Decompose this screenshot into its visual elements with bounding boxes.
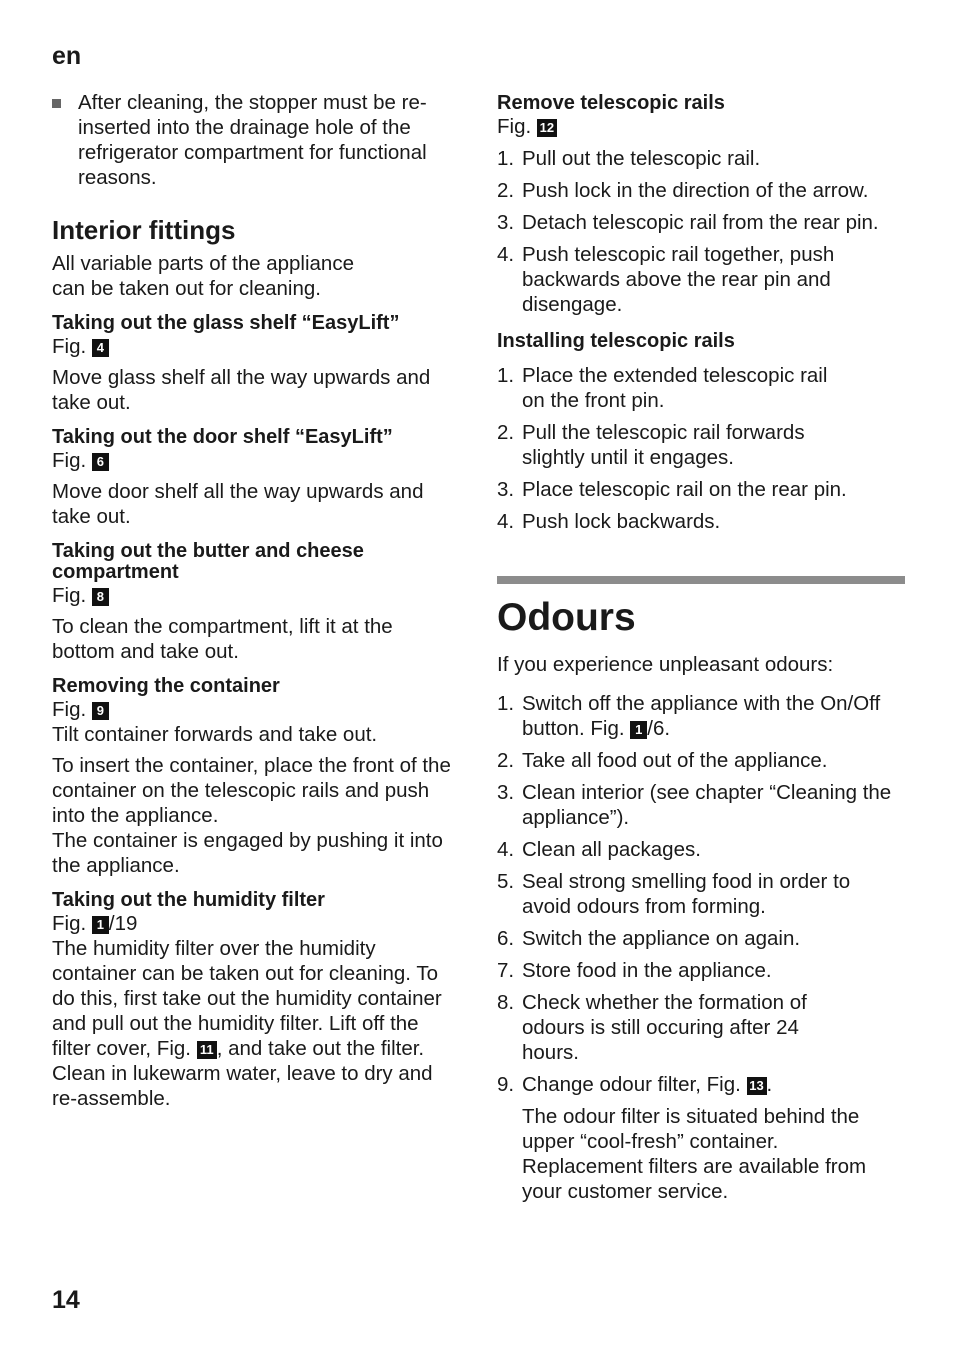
left-column	[52, 90, 462, 1111]
list-item: After cleaning, the stopper must be re-inserted into the drainage hole of the refrigerator compartment for functional reasons.	[52, 90, 468, 190]
right-column	[497, 90, 905, 1204]
butter-text: To clean the compartment, lift it at the bottom and take out.	[52, 615, 393, 663]
bullet-square-icon	[52, 99, 61, 108]
container-text: To insert the container, place the front of the container on the telescopic rails and push into the appliance.	[52, 754, 451, 827]
odours-intro: If you experience unpleasant odours:	[497, 653, 834, 676]
list-item: 1. Switch off the appliance with the On/Off button. Fig. 1 /6.	[497, 692, 881, 740]
list-item: 3. Detach telescopic rail from the rear pin.	[497, 211, 879, 234]
glass-shelf-text: Move glass shelf all the way upwards and take out.	[52, 366, 431, 414]
list-item: 3. Clean interior (see chapter “Cleaning the appliance”).	[497, 781, 892, 829]
list-item: 1. Place the extended telescopic rail on the front pin.	[497, 364, 828, 412]
figure-number-badge: 1	[92, 916, 109, 934]
figure-ref: Fig. 12	[497, 114, 905, 139]
remove-rails-steps	[497, 146, 905, 317]
list-item: 7. Store food in the appliance.	[497, 959, 772, 982]
subheading-remove-rails: Remove telescopic rails	[497, 92, 725, 114]
list-item: 4. Push telescopic rail together, push backwards above the rear pin and disengage.	[497, 243, 835, 316]
humidity-text: The humidity filter over the humidity container can be taken out for cleaning. To do this, first take out the humidity container and pull out the humidity filter. Lift off the filter cover, Fig. 11 , and take out the filter. Clean in lukewarm water, leave to dry and re-assemble.	[52, 937, 442, 1110]
list-item: 2. Pull the telescopic rail forwards slightly until it engages.	[497, 421, 805, 469]
figure-ref: Fig. 4	[52, 334, 462, 359]
page-number: 14	[52, 1286, 80, 1314]
container-text: Tilt container forwards and take out.	[52, 723, 378, 746]
odour-filter-note: The odour filter is situated behind the upper “cool-fresh” container. Replacement filters are available from your customer service.	[522, 1105, 867, 1203]
list-item: 1. Pull out the telescopic rail.	[497, 147, 761, 170]
subheading-butter-cheese: Taking out the butter and cheese compartment	[52, 540, 364, 583]
container-text: The container is engaged by pushing it into the appliance.	[52, 829, 443, 877]
list-item: 2. Push lock in the direction of the arrow.	[497, 179, 869, 202]
language-label: en	[52, 42, 82, 70]
figure-ref: Fig. 1 /19	[52, 912, 138, 935]
list-item: 4. Clean all packages.	[497, 838, 701, 861]
figure-number-badge: 11	[197, 1041, 217, 1059]
odours-steps	[497, 691, 905, 1097]
subheading-install-rails: Installing telescopic rails	[497, 330, 735, 352]
section-heading-interior-fittings: Interior fittings	[52, 215, 236, 245]
subheading-door-shelf: Taking out the door shelf “EasyLift”	[52, 426, 393, 448]
figure-number-badge: 8	[92, 588, 109, 606]
figure-number-badge: 1	[630, 721, 647, 739]
list-item: 2. Take all food out of the appliance.	[497, 749, 828, 772]
figure-number-badge: 4	[92, 339, 109, 357]
door-shelf-text: Move door shelf all the way upwards and take out.	[52, 480, 424, 528]
section-title-odours: Odours	[497, 596, 636, 639]
list-item: 6. Switch the appliance on again.	[497, 927, 801, 950]
figure-number-badge: 9	[92, 702, 109, 720]
figure-number-badge: 6	[92, 453, 109, 471]
figure-number-badge: 12	[537, 119, 557, 137]
section-divider	[497, 576, 905, 584]
figure-ref: Fig. 6	[52, 448, 462, 473]
subheading-glass-shelf: Taking out the glass shelf “EasyLift”	[52, 312, 400, 334]
install-rails-steps	[497, 363, 905, 534]
figure-ref: Fig. 8	[52, 583, 462, 608]
subheading-container: Removing the container	[52, 675, 280, 697]
list-item: 4. Push lock backwards.	[497, 510, 721, 533]
list-item: 3. Place telescopic rail on the rear pin.	[497, 478, 847, 501]
figure-ref: Fig. 9	[52, 697, 462, 722]
figure-number-badge: 13	[747, 1077, 767, 1095]
subheading-humidity-filter: Taking out the humidity filter	[52, 889, 325, 911]
list-item: 9. Change odour filter, Fig. 13 .	[497, 1073, 773, 1096]
interior-intro: All variable parts of the appliance can be taken out for cleaning.	[52, 252, 354, 300]
list-item: 8. Check whether the formation of odours is still occuring after 24 hours.	[497, 991, 807, 1064]
list-item: 5. Seal strong smelling food in order to avoid odours from forming.	[497, 870, 851, 918]
